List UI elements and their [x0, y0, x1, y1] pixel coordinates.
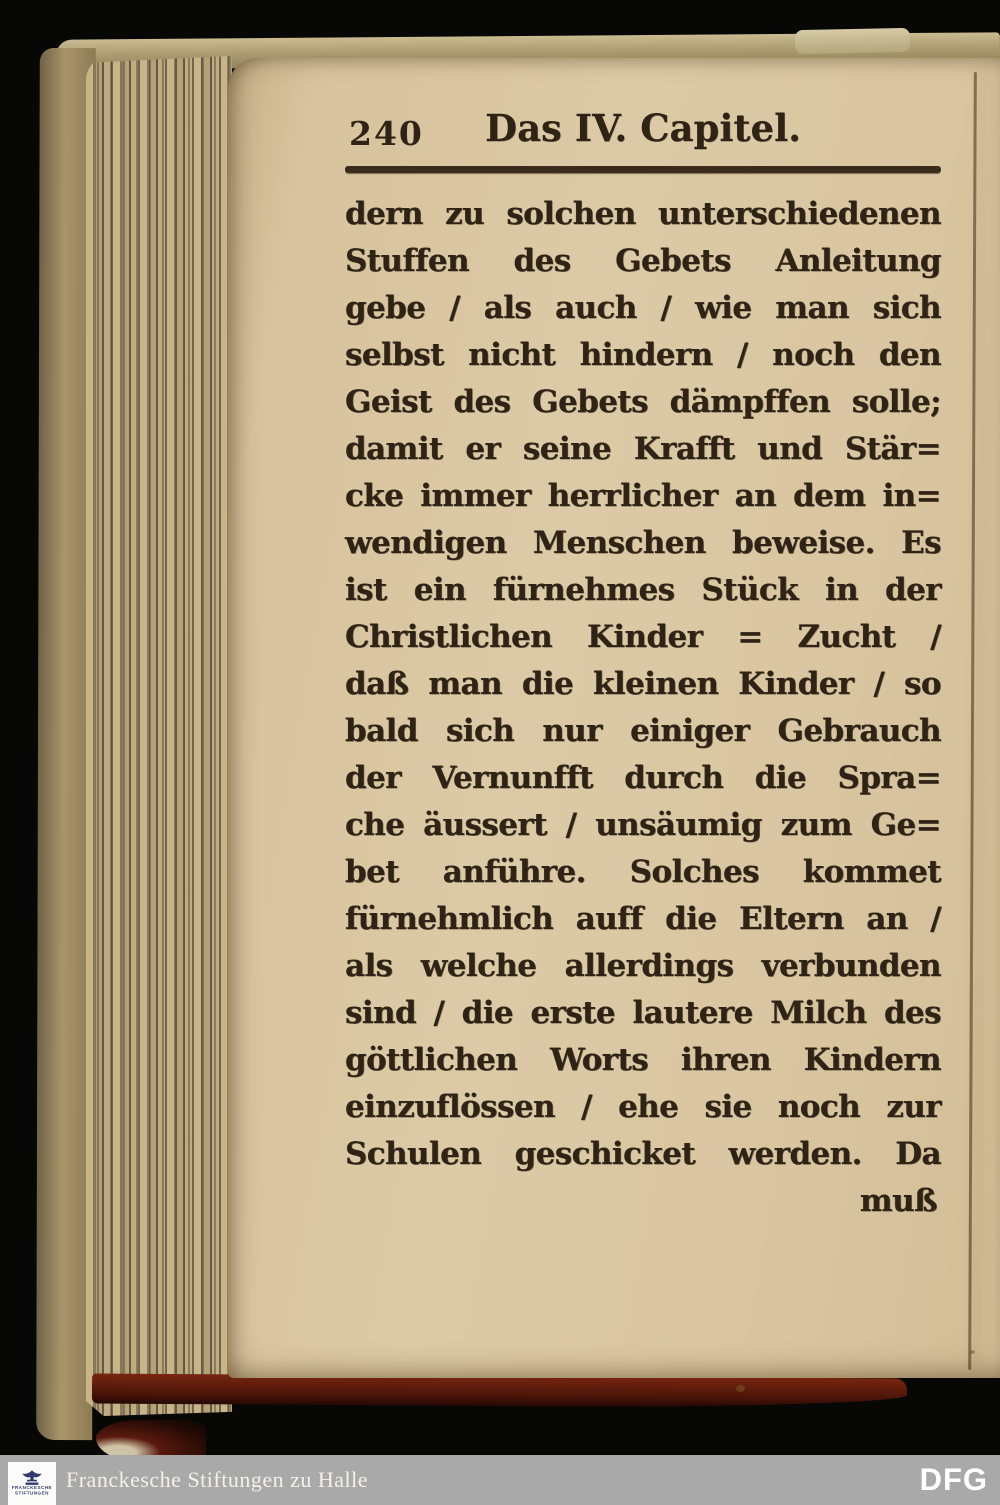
francke-logo-line2: STIFTUNGEN	[14, 1490, 49, 1497]
page-header	[345, 100, 941, 158]
text-line: che äussert / unsäumig zum Ge=	[345, 807, 941, 843]
francke-logo-text	[12, 1486, 52, 1496]
paper-blemish	[736, 1385, 745, 1392]
text-line: Christlichen Kinder = Zucht /	[345, 619, 941, 655]
dfg-logo: DFG	[919, 1461, 988, 1498]
text-line: als welche allerdings verbunden	[345, 948, 941, 984]
text-line: cke immer herrlicher an dem in=	[345, 478, 941, 514]
chapter-heading: Das IV. Capitel.	[485, 106, 801, 150]
text-line: bald sich nur einiger Gebrauch	[345, 713, 941, 749]
page-fore-edges	[86, 56, 232, 1416]
text-line: der Vernunfft durch die Spra=	[345, 760, 941, 796]
text-line: fürnehmlich auff die Eltern an /	[345, 901, 941, 937]
text-line: sind / die erste lautere Milch des	[345, 995, 941, 1031]
text-line: wendigen Menschen beweise. Es	[345, 525, 941, 561]
text-line: göttlichen Worts ihren Kindern	[345, 1042, 941, 1078]
body-text	[345, 191, 941, 1225]
text-line: ist ein fürnehmes Stück in der	[345, 572, 941, 608]
book-cover-bottom	[92, 1374, 907, 1409]
text-line: daß man die kleinen Kinder / so	[345, 666, 941, 702]
text-line: selbst nicht hindern / noch den	[345, 337, 941, 373]
footer-bar	[0, 1455, 1000, 1505]
text-line: Schulen geschicket werden. Da	[345, 1136, 941, 1172]
institution-name: Franckesche Stiftungen zu Halle	[66, 1467, 369, 1492]
page-number: 240	[349, 114, 424, 153]
text-line: einzuflössen / ehe sie noch zur	[345, 1089, 941, 1125]
text-line: gebe / als auch / wie man sich	[345, 290, 941, 326]
page-text-block	[345, 100, 941, 1225]
header-rule	[345, 166, 941, 173]
book-headband	[795, 28, 910, 54]
francke-logo	[8, 1462, 56, 1505]
text-line: dern zu solchen unterschiedenen	[345, 196, 941, 232]
text-line: Geist des Gebets dämpffen solle;	[345, 384, 941, 420]
francke-logo-line1: FRANCKESCHE	[11, 1485, 53, 1492]
text-line: bet anführe. Solches kommet	[345, 854, 941, 890]
catchword: muß	[859, 1183, 937, 1219]
text-line: Stuffen des Gebets Anleitung	[345, 243, 941, 279]
francke-eagle-icon	[21, 1470, 43, 1485]
text-line: damit er seine Krafft und Stär=	[345, 431, 941, 467]
